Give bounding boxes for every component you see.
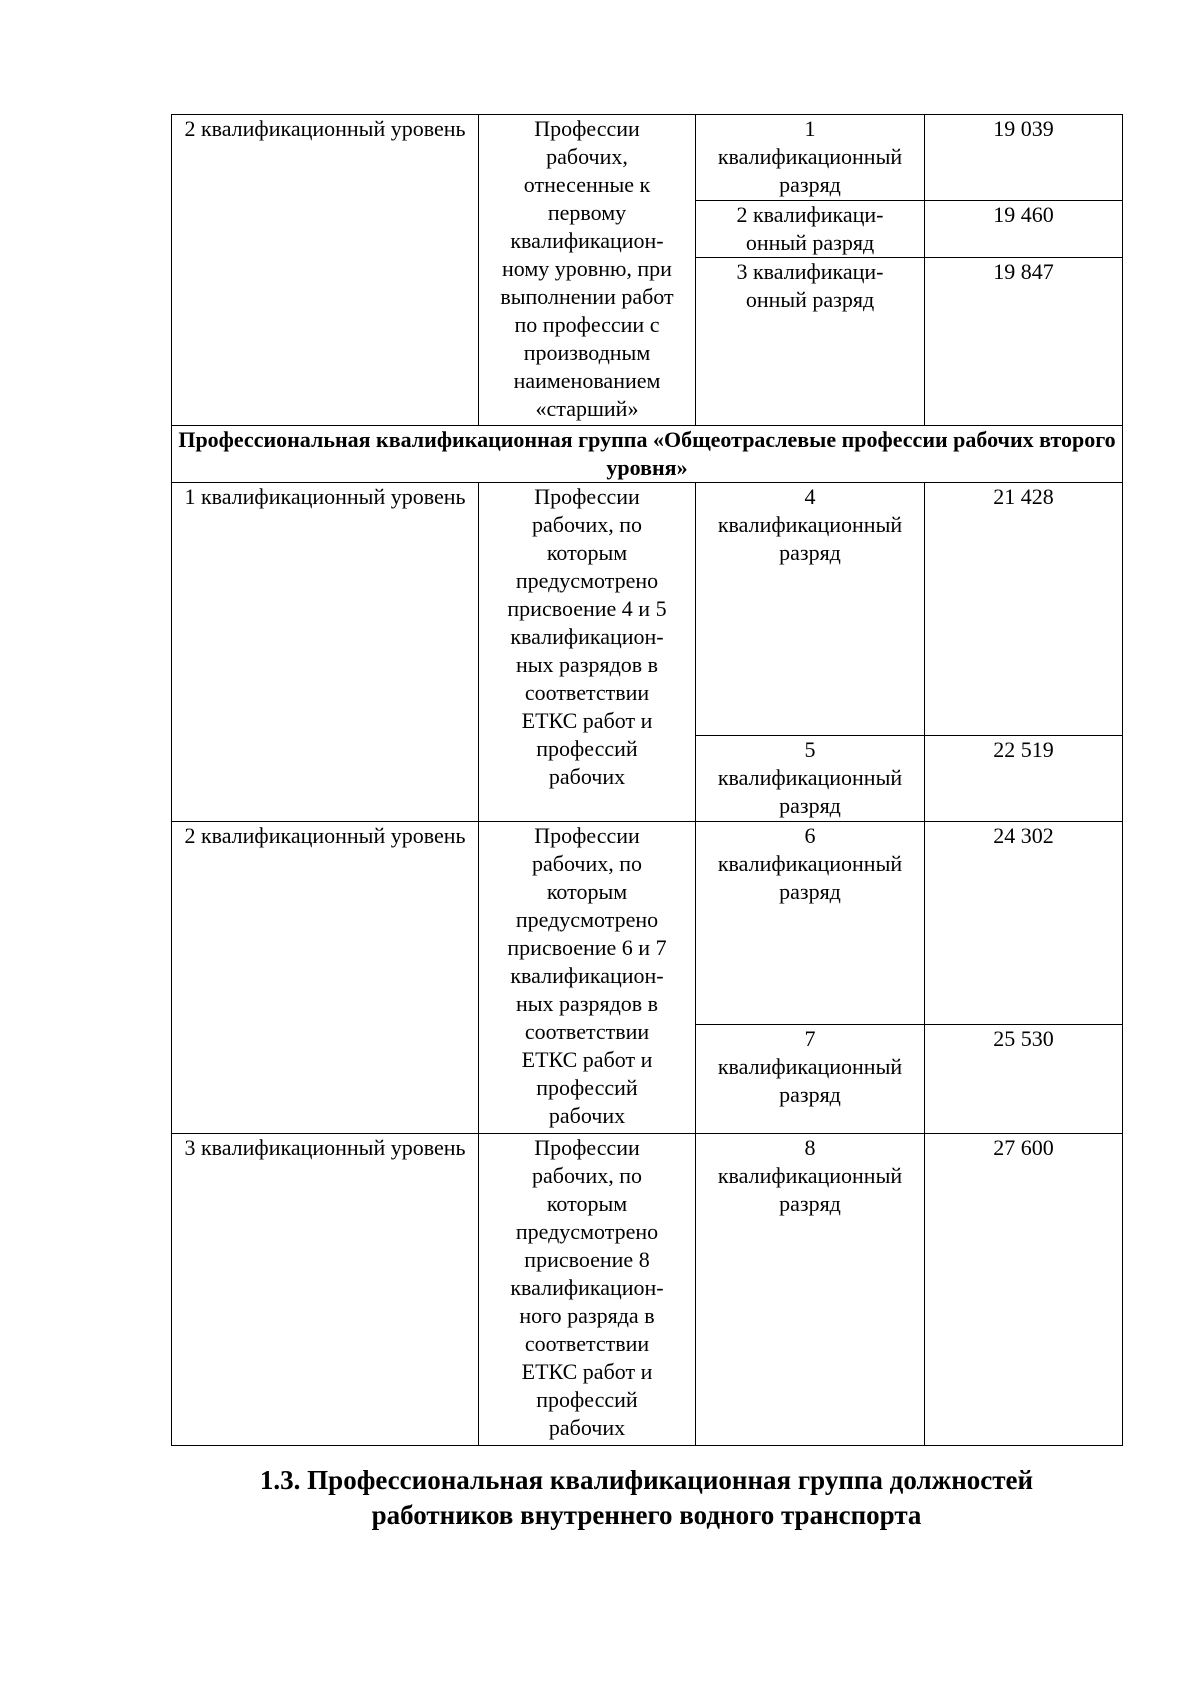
grade-cell: [696, 258, 925, 426]
group-header-cell: [172, 426, 1123, 483]
salary-cell: [925, 258, 1123, 426]
grade-cell: [696, 483, 925, 736]
group-header-text: Профессиональная квалификационная группа «Общеотраслевые профессии рабочих второго уровня»: [178, 427, 1116, 480]
profession-description-cell: [479, 483, 696, 822]
salary-value: 19 039: [993, 116, 1054, 141]
salary-table: [171, 114, 1123, 1446]
table-row: [172, 483, 1123, 736]
qualification-level-text: 2 квалификационный уровень: [184, 116, 466, 141]
salary-cell: [925, 822, 1123, 1025]
grade-cell: [696, 1025, 925, 1134]
salary-cell: [925, 1134, 1123, 1446]
salary-value: 25 530: [993, 1026, 1054, 1051]
grade-cell: [696, 736, 925, 822]
section-heading: [171, 1463, 1122, 1533]
grade-text: 3 квалификаци- онный разряд: [736, 259, 884, 312]
grade-text: 5 квалификационный разряд: [717, 737, 903, 818]
grade-text: 2 квалификаци- онный разряд: [736, 202, 884, 255]
table-row: [172, 115, 1123, 201]
grade-text: 7 квалификационный разряд: [717, 1026, 903, 1107]
qualification-level-text: 3 квалификационный уровень: [184, 1135, 466, 1160]
qualification-level-cell: [172, 1134, 479, 1446]
grade-text: 1 квалификационный разряд: [717, 116, 903, 197]
grade-cell: [696, 1134, 925, 1446]
salary-value: 27 600: [993, 1135, 1054, 1160]
salary-cell: [925, 736, 1123, 822]
profession-description-cell: [479, 822, 696, 1134]
grade-text: 8 квалификационный разряд: [717, 1135, 903, 1216]
qualification-level-cell: [172, 822, 479, 1134]
table-row: [172, 426, 1123, 483]
grade-cell: [696, 822, 925, 1025]
qualification-level-text: 2 квалификационный уровень: [184, 823, 466, 848]
table-row: [172, 1134, 1123, 1446]
profession-description-text: Профессии рабочих, по которым предусмотрено присвоение 6 и 7 квалификацион- ных разрядов в соответствии ЕТКС работ и профессий рабочих: [507, 823, 667, 1128]
salary-cell: [925, 201, 1123, 258]
salary-cell: [925, 483, 1123, 736]
grade-cell: [696, 115, 925, 201]
grade-cell: [696, 201, 925, 258]
section-heading-line: 1.3. Профессиональная квалификационная группа должностей: [259, 1465, 1034, 1495]
profession-description-text: Профессии рабочих, по которым предусмотрено присвоение 8 квалификацион- ного разряда в соответствии ЕТКС работ и профессий рабочих: [510, 1135, 664, 1440]
profession-description-cell: [479, 115, 696, 426]
qualification-level-cell: [172, 115, 479, 426]
grade-text: 4 квалификационный разряд: [717, 484, 903, 565]
salary-value: 22 519: [993, 737, 1054, 762]
grade-text: 6 квалификационный разряд: [717, 823, 903, 904]
salary-cell: [925, 1025, 1123, 1134]
profession-description-text: Профессии рабочих, отнесенные к первому квалификацион- ному уровню, при выполнении работ по профессии с производным наименованием «старший»: [500, 116, 674, 421]
table-row: [172, 822, 1123, 1025]
profession-description-cell: [479, 1134, 696, 1446]
qualification-level-text: 1 квалификационный уровень: [184, 484, 466, 509]
qualification-level-cell: [172, 483, 479, 822]
section-heading-line: работников внутреннего водного транспорта: [371, 1500, 922, 1530]
salary-value: 19 847: [993, 259, 1054, 284]
salary-cell: [925, 115, 1123, 201]
salary-value: 21 428: [993, 484, 1054, 509]
profession-description-text: Профессии рабочих, по которым предусмотрено присвоение 4 и 5 квалификацион- ных разрядов в соответствии ЕТКС работ и профессий рабочих: [507, 484, 667, 789]
salary-value: 19 460: [993, 202, 1054, 227]
salary-value: 24 302: [993, 823, 1054, 848]
